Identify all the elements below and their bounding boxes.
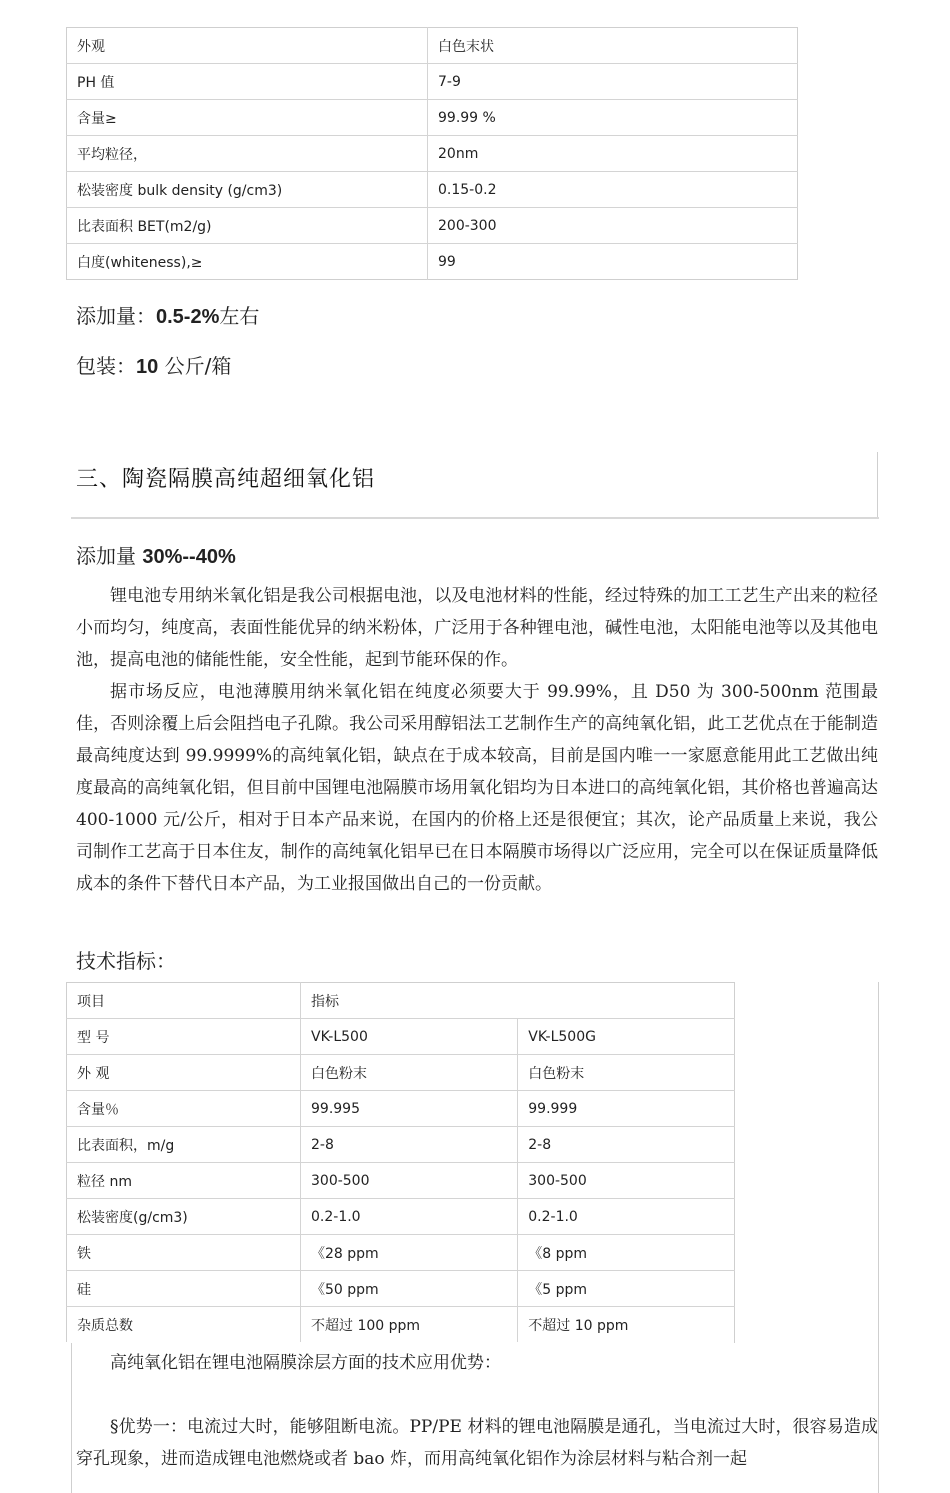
table-cell: 300-500 xyxy=(301,1163,518,1199)
table-cell: 粒径 nm xyxy=(67,1163,301,1199)
table-row xyxy=(67,1307,736,1343)
table-header-row xyxy=(67,983,736,1019)
table-cell: 不超过 10 ppm xyxy=(518,1307,735,1343)
section-additive-line xyxy=(76,540,236,569)
table-row xyxy=(67,1271,736,1307)
table-header-cell: 指标 xyxy=(301,983,736,1019)
table-cell: 0.2-1.0 xyxy=(518,1199,735,1235)
table-cell: 2-8 xyxy=(301,1127,518,1163)
spec-table xyxy=(66,982,735,1342)
table-row xyxy=(67,172,798,208)
section-additive-value: 30%--40% xyxy=(142,546,236,568)
table-row xyxy=(67,244,798,280)
table-row xyxy=(67,1163,736,1199)
advantage-item-1: §优势一：电流过大时，能够阻断电流。PP/PE 材料的锂电池隔膜是通孔，当电流过大时，很容易造成穿孔现象，进而造成锂电池燃烧或者 bao 炸，而用高纯氧化铝作为涂层材料与粘合剂一起 xyxy=(76,1417,878,1469)
advantages-heading: 高纯氧化铝在锂电池隔膜涂层方面的技术应用优势： xyxy=(110,1353,501,1373)
table-cell: 松装密度 bulk density (g/cm3) xyxy=(67,172,428,208)
table-row xyxy=(67,1199,736,1235)
table-cell: 7-9 xyxy=(428,64,798,100)
properties-table xyxy=(66,27,798,280)
table-cell: 铁 xyxy=(67,1235,301,1271)
table-row xyxy=(67,208,798,244)
table-row xyxy=(67,1091,736,1127)
table-header-cell: 项目 xyxy=(67,983,301,1019)
table-row xyxy=(67,100,798,136)
table-cell: 《50 ppm xyxy=(301,1271,518,1307)
table-row xyxy=(67,1019,736,1055)
section-frame-edge xyxy=(877,452,878,518)
packaging-value: 10 xyxy=(136,356,159,378)
additive-value: 0.5-2% xyxy=(156,306,220,328)
table-cell: 白色粉末 xyxy=(301,1055,518,1091)
table-cell: 硅 xyxy=(67,1271,301,1307)
table-row xyxy=(67,1235,736,1271)
table-cell: VK-L500G xyxy=(518,1019,735,1055)
table-cell: 型 号 xyxy=(67,1019,301,1055)
table-cell: 含量％ xyxy=(67,1091,301,1127)
table-cell: 白度(whiteness),≥ xyxy=(67,244,428,280)
table-row xyxy=(67,64,798,100)
table-cell: 不超过 100 ppm xyxy=(301,1307,518,1343)
table-cell: 比表面积 BET(m2/g) xyxy=(67,208,428,244)
table-cell: PH 值 xyxy=(67,64,428,100)
table-cell: 99.999 xyxy=(518,1091,735,1127)
paragraph-intro: 锂电池专用纳米氧化铝是我公司根据电池，以及电池材料的性能，经过特殊的加工工艺生产出来的粒径小而均匀，纯度高，表面性能优异的纳米粉体，广泛用于各种锂电池，碱性电池，太阳能电池等以及其他电池，提高电池的储能性能，安全性能，起到节能环保的作。 xyxy=(76,586,878,670)
table-cell: 白色末状 xyxy=(438,38,494,55)
section-additive-label: 添加量 xyxy=(76,544,143,568)
table-cell: 含量≥ xyxy=(67,100,428,136)
table-row xyxy=(67,1055,736,1091)
table-cell: 0.15-0.2 xyxy=(428,172,798,208)
table-row xyxy=(67,136,798,172)
table-row xyxy=(67,28,798,64)
table-cell: 平均粒径， xyxy=(67,136,428,172)
packaging-line xyxy=(76,350,231,379)
table-cell: VK-L500 xyxy=(301,1019,518,1055)
additive-label: 添加量： xyxy=(76,304,156,328)
additive-suffix: 左右 xyxy=(219,304,260,328)
table-cell: 99.99 % xyxy=(428,100,798,136)
table-cell: 杂质总数 xyxy=(67,1307,301,1343)
additive-line xyxy=(76,300,259,329)
table-cell: 200-300 xyxy=(428,208,798,244)
table-cell: 99.995 xyxy=(301,1091,518,1127)
paragraph-market: 据市场反应，电池薄膜用纳米氧化铝在纯度必须要大于 99.99%，且 D50 为 300-500nm 范围最佳，否则涂覆上后会阻挡电子孔隙。我公司采用醇铝法工艺制作生产的高纯氧化铝，此工艺优点在于能制造最高纯度达到 99.9999%的高纯氧化铝，缺点在于成本较高，目前是国内唯一一家愿意能用此工艺做出纯度最高的高纯氧化铝，但目前中国锂电池隔膜市场用氧化铝均为日本进口的高纯氧化铝，其价格也普遍高达 400-1000 元/公斤，相对于日本产品来说，在国内的价格上还是很便宜；其次，论产品质量上来说，我公司制作工艺高于日本住友，制作的高纯氧化铝早已在日本隔膜市场得以广泛应用，完全可以在保证质量降低成本的条件下替代日本产品，为工业报国做出自己的一份贡献。 xyxy=(76,682,878,894)
table-cell: 0.2-1.0 xyxy=(301,1199,518,1235)
section-title: 三、陶瓷隔膜高纯超细氧化铝 xyxy=(76,467,376,492)
packaging-suffix: 公斤/箱 xyxy=(158,354,232,378)
table-row xyxy=(67,1127,736,1163)
table-cell: 白色粉末 xyxy=(518,1055,735,1091)
table-cell: 松装密度(g/cm3) xyxy=(67,1199,301,1235)
table-cell: 2-8 xyxy=(518,1127,735,1163)
table-cell: 300-500 xyxy=(518,1163,735,1199)
frame-edge-right xyxy=(878,982,879,1493)
table-cell: 外 观 xyxy=(67,1055,301,1091)
table-cell: 20nm xyxy=(428,136,798,172)
table-cell: 《28 ppm xyxy=(301,1235,518,1271)
frame-edge-left xyxy=(71,1343,72,1493)
table-cell: 99 xyxy=(428,244,798,280)
table-cell: 《8 ppm xyxy=(518,1235,735,1271)
section-divider xyxy=(71,517,879,519)
spec-heading: 技术指标： xyxy=(76,949,176,973)
table-cell: 《5 ppm xyxy=(518,1271,735,1307)
table-cell: 外观 xyxy=(67,28,428,64)
table-cell: 比表面积，m/g xyxy=(67,1127,301,1163)
packaging-label: 包装： xyxy=(76,354,136,378)
